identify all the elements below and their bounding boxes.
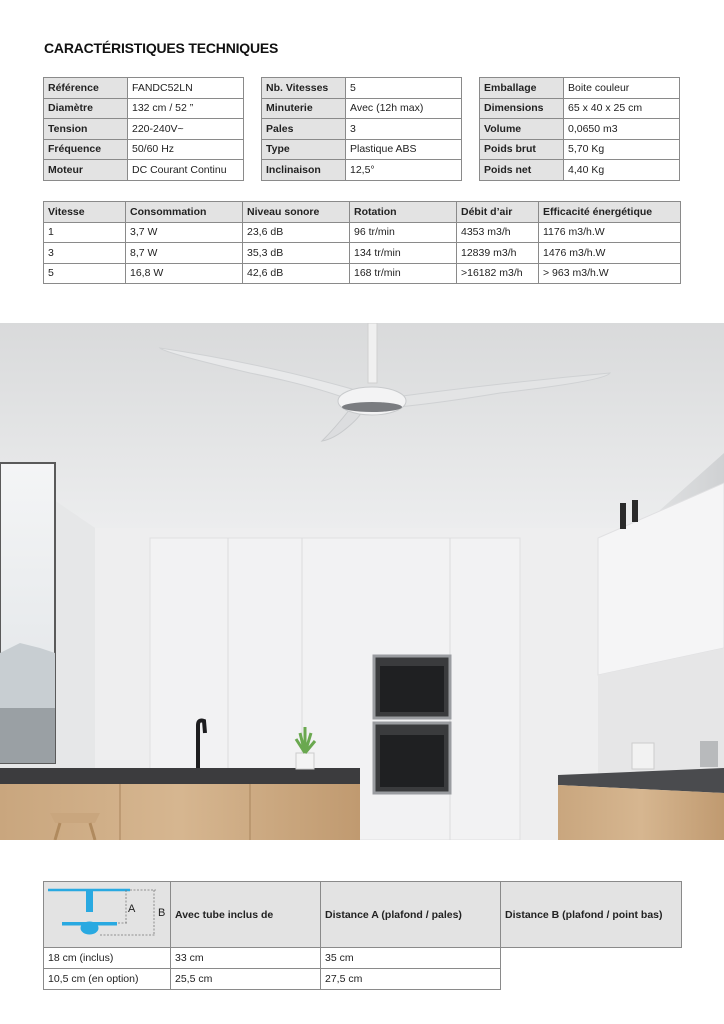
spec-row [480, 139, 680, 160]
table-cell: 10,5 cm (en option) [44, 969, 171, 990]
page-title: CARACTÉRISTIQUES TECHNIQUES [44, 40, 279, 56]
table-cell: 1176 m3/h.W [539, 222, 681, 243]
spec-value: 132 cm / 52 ” [128, 98, 244, 119]
spec-label: Emballage [480, 78, 564, 99]
spec-table-general [43, 77, 244, 181]
distance-header-row [44, 882, 682, 948]
spec-row [44, 98, 244, 119]
spec-row [480, 119, 680, 140]
spec-value: Plastique ABS [346, 139, 462, 160]
table-cell: 25,5 cm [171, 969, 321, 990]
spec-row [262, 160, 462, 181]
table-cell: 4353 m3/h [457, 222, 539, 243]
table-cell: 96 tr/min [350, 222, 457, 243]
table-cell: 5 [44, 263, 126, 284]
table-cell: 18 cm (inclus) [44, 948, 171, 969]
table-cell: 1 [44, 222, 126, 243]
table-cell: 35 cm [321, 948, 501, 969]
table-cell: 16,8 W [126, 263, 243, 284]
spec-row [262, 119, 462, 140]
performance-table [43, 201, 681, 284]
table-cell: > 963 m3/h.W [539, 263, 681, 284]
table-row [44, 263, 681, 284]
spec-label: Pales [262, 119, 346, 140]
column-header: Rotation [350, 202, 457, 223]
spec-label: Inclinaison [262, 160, 346, 181]
spec-value: FANDC52LN [128, 78, 244, 99]
spec-label: Référence [44, 78, 128, 99]
column-header: Consommation [126, 202, 243, 223]
table-cell: 134 tr/min [350, 243, 457, 264]
spec-row [262, 78, 462, 99]
table-row [44, 243, 681, 264]
spec-label: Minuterie [262, 98, 346, 119]
spec-row [44, 160, 244, 181]
spec-value: 5 [346, 78, 462, 99]
column-header: Avec tube inclus de [171, 882, 321, 948]
spec-label: Type [262, 139, 346, 160]
column-header: Efficacité énergétique [539, 202, 681, 223]
distance-table [43, 881, 682, 990]
spec-value: Avec (12h max) [346, 98, 462, 119]
spec-row [262, 139, 462, 160]
spec-label: Diamètre [44, 98, 128, 119]
table-cell: 3 [44, 243, 126, 264]
table-cell: 1476 m3/h.W [539, 243, 681, 264]
spec-value: 5,70 Kg [564, 139, 680, 160]
table-row [44, 948, 682, 969]
product-photo-kitchen [0, 323, 724, 840]
spec-row [480, 78, 680, 99]
spec-row [262, 98, 462, 119]
spec-value: Boite couleur [564, 78, 680, 99]
fan-diagram-icon [44, 882, 170, 944]
column-header: Débit d’air [457, 202, 539, 223]
spec-row [44, 119, 244, 140]
spec-value: 220-240V~ [128, 119, 244, 140]
table-cell: 23,6 dB [243, 222, 350, 243]
spec-label: Moteur [44, 160, 128, 181]
table-cell: >16182 m3/h [457, 263, 539, 284]
spec-label: Nb. Vitesses [262, 78, 346, 99]
performance-header-row [44, 202, 681, 223]
spec-label: Poids net [480, 160, 564, 181]
table-row [44, 222, 681, 243]
spec-value: 12,5° [346, 160, 462, 181]
table-cell: 27,5 cm [321, 969, 501, 990]
spec-label: Poids brut [480, 139, 564, 160]
table-cell: 3,7 W [126, 222, 243, 243]
kitchen-scene-illustration [0, 323, 724, 840]
spec-value: DC Courant Continu [128, 160, 244, 181]
table-row [44, 969, 682, 990]
table-cell: 35,3 dB [243, 243, 350, 264]
column-header: Vitesse [44, 202, 126, 223]
spec-row [480, 98, 680, 119]
spec-row [44, 78, 244, 99]
spec-value: 3 [346, 119, 462, 140]
column-header: Distance A (plafond / pales) [321, 882, 501, 948]
spec-table-features [261, 77, 462, 181]
spec-label: Dimensions [480, 98, 564, 119]
spec-row [44, 139, 244, 160]
table-cell: 12839 m3/h [457, 243, 539, 264]
spec-value: 50/60 Hz [128, 139, 244, 160]
table-cell: 168 tr/min [350, 263, 457, 284]
spec-label: Fréquence [44, 139, 128, 160]
table-cell: 42,6 dB [243, 263, 350, 284]
table-cell: 8,7 W [126, 243, 243, 264]
spec-label: Tension [44, 119, 128, 140]
spec-value: 65 x 40 x 25 cm [564, 98, 680, 119]
spec-label: Volume [480, 119, 564, 140]
table-cell: 33 cm [171, 948, 321, 969]
spec-value: 0,0650 m3 [564, 119, 680, 140]
spec-table-packaging [479, 77, 680, 181]
spec-row [480, 160, 680, 181]
distance-b-label: B [158, 907, 166, 919]
column-header: Niveau sonore [243, 202, 350, 223]
distance-a-label: A [128, 903, 136, 915]
spec-value: 4,40 Kg [564, 160, 680, 181]
column-header: Distance B (plafond / point bas) [501, 882, 682, 948]
fan-distance-diagram [44, 882, 171, 948]
